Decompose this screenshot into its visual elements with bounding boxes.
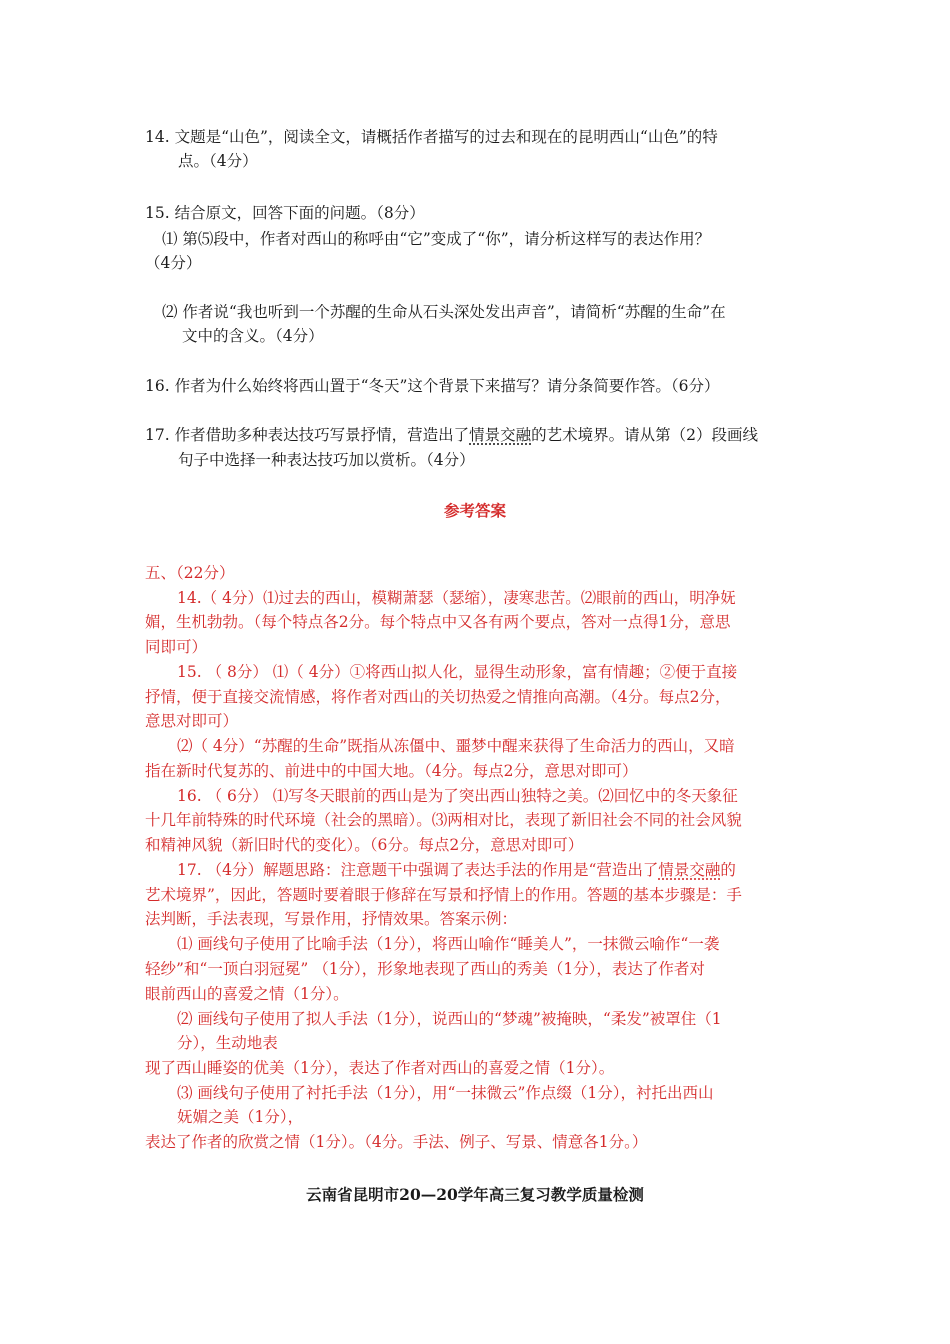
q14-line2: 点。（4分） bbox=[178, 152, 258, 170]
exam-title: 云南省昆明市20—20学年高三复习教学质量检测 bbox=[306, 1185, 644, 1204]
a17-example3-line2: 妩媚之美（1分）， bbox=[177, 1108, 304, 1126]
a15-line2: 抒情，便于直接交流情感，将作者对西山的关切热爱之情推向高潮。（4分。每点2分， bbox=[145, 688, 731, 706]
a15-line4: ⑵（ 4分）“苏醒的生命”既指从冻僵中、噩梦中醒来获得了生命活力的西山，又暗 bbox=[177, 737, 735, 755]
q15-part2-line1: ⑵ 作者说“我也听到一个苏醒的生命从石头深处发出声音”，请简析“苏醒的生命”在 bbox=[162, 303, 726, 321]
q17-emphasis: 情景交融 bbox=[469, 426, 532, 444]
q15-part1-line1: ⑴ 第⑸段中，作者对西山的称呼由“它”变成了“你”，请分析这样写的表达作用？ bbox=[162, 230, 711, 248]
a15-line5: 指在新时代复苏的、前进中的中国大地。（4分。每点2分，意思对即可） bbox=[145, 762, 638, 780]
a15-line3: 意思对即可） bbox=[145, 712, 239, 730]
a17-line1-c: 的 bbox=[720, 861, 736, 879]
a17-emphasis: 情景交融 bbox=[658, 861, 721, 879]
a17-example1-line1: ⑴ 画线句子使用了比喻手法（1分），将西山喻作“睡美人”，一抹微云喻作“一袭 bbox=[177, 935, 720, 953]
answers-section: 五、（22分） bbox=[145, 564, 235, 582]
a16-line3: 和精神风貌（新旧时代的变化）。（6分。每点2分，意思对即可） bbox=[145, 836, 584, 854]
a16-line2: 十几年前特殊的时代环境（社会的黑暗）。⑶两相对比，表现了新旧社会不同的社会风貌 bbox=[145, 811, 742, 829]
a14-line1: 14.（ 4分）⑴过去的西山，模糊萧瑟（瑟缩），凄寒悲苦。⑵眼前的西山，明净妩 bbox=[177, 589, 736, 607]
q15-part2-line2: 文中的含义。（4分） bbox=[182, 327, 324, 345]
answers-title: 参考答案 bbox=[443, 501, 506, 520]
a17-example1-line2: 轻纱”和“一顶白羽冠冕” （1分），形象地表现了西山的秀美（1分），表达了作者对 bbox=[145, 960, 705, 978]
a15-line1: 15. （ 8分） ⑴（ 4分）①将西山拟人化，显得生动形象，富有情趣；②便于直接 bbox=[177, 663, 738, 681]
a17-example2-line2: 分），生动地表 bbox=[177, 1034, 278, 1052]
a17-line1-a: 17. （4分）解题思路：注意题干中强调了表达手法的作用是“营造出了 bbox=[177, 861, 659, 879]
a14-line3: 同即可） bbox=[145, 638, 208, 656]
a17-line1 bbox=[177, 859, 736, 881]
q16-line1: 16. 作者为什么始终将西山置于“冬天”这个背景下来描写？请分条简要作答。（6分） bbox=[145, 377, 720, 395]
a17-example1-line3: 眼前西山的喜爱之情（1分）。 bbox=[145, 985, 349, 1003]
a17-line2: 艺术境界”，因此，答题时要着眼于修辞在写景和抒情上的作用。答题的基本步骤是：手 bbox=[145, 886, 742, 904]
a16-line1: 16. （ 6分） ⑴写冬天眼前的西山是为了突出西山独特之美。⑵回忆中的冬天象征 bbox=[177, 787, 738, 805]
q15-part1-line2: （4分） bbox=[145, 254, 202, 272]
a17-example2-line1: ⑵ 画线句子使用了拟人手法（1分），说西山的“梦魂”被掩映，“柔发”被罩住（1 bbox=[177, 1010, 722, 1028]
q14-line1: 14. 文题是“山色”，阅读全文，请概括作者描写的过去和现在的昆明西山“山色”的特 bbox=[145, 128, 718, 146]
q17-line1-c: 的艺术境界。请从第（2）段画线 bbox=[531, 426, 758, 444]
q15-head: 15. 结合原文，回答下面的问题。（8分） bbox=[145, 204, 425, 222]
q17-line2: 句子中选择一种表达技巧加以赏析。（4分） bbox=[178, 451, 475, 469]
q17-line1 bbox=[145, 424, 758, 446]
a17-example2-line3: 现了西山睡姿的优美（1分），表达了作者对西山的喜爱之情（1分）。 bbox=[145, 1059, 615, 1077]
a17-example3-line1: ⑶ 画线句子使用了衬托手法（1分），用“一抹微云”作点缀（1分），衬托出西山 bbox=[177, 1084, 714, 1102]
a17-line3: 法判断，手法表现，写景作用，抒情效果。答案示例： bbox=[145, 910, 518, 928]
a17-example3-line3: 表达了作者的欣赏之情（1分）。（4分。手法、例子、写景、情意各1分。） bbox=[145, 1133, 648, 1151]
q17-line1-a: 17. 作者借助多种表达技巧写景抒情，营造出了 bbox=[145, 426, 470, 444]
a14-line2: 媚，生机勃勃。（每个特点各2分。每个特点中又各有两个要点，答对一点得1分，意思 bbox=[145, 613, 731, 631]
